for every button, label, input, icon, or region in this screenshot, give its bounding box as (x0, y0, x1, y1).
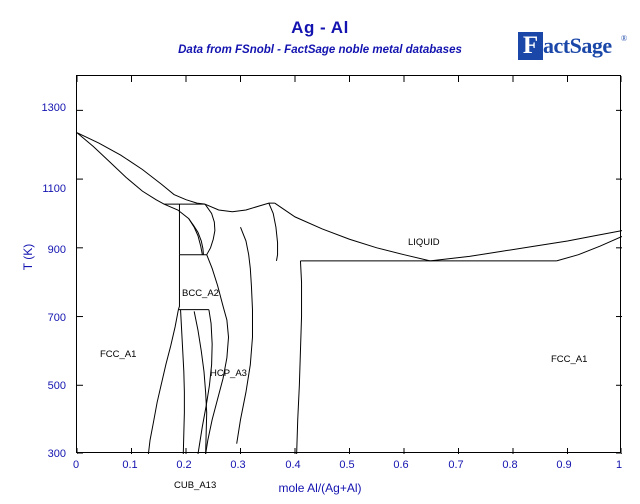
logo-text (543, 32, 612, 60)
curve-hcp-right-boundary (297, 261, 302, 454)
curve-liquidus-mid-peak (205, 203, 275, 212)
curve-bcc-right-solvus (205, 204, 215, 255)
logo-letter-f: F (518, 32, 543, 60)
curve-fcc-solvus-down (148, 310, 178, 454)
logo-registered-mark: ® (621, 34, 628, 43)
curve-cub-inner-right (194, 311, 207, 454)
x-tick-05: 0.5 (339, 459, 355, 471)
curve-liquidus-Al-side (430, 231, 622, 261)
phase-label-liquid: LIQUID (408, 237, 440, 248)
x-axis-title: mole Al/(Ag+Al) (278, 481, 362, 495)
x-tick-1: 1 (615, 459, 623, 471)
y-tick-500: 500 (47, 380, 66, 392)
curve-solidus-fcc-Ag (77, 133, 164, 204)
phase-diagram-svg (77, 76, 622, 454)
curve-cub-left-boundary (181, 310, 185, 454)
x-tick-08: 0.8 (502, 459, 518, 471)
x-tick-06: 0.6 (393, 459, 409, 471)
phase-label-cub-a13: CUB_A13 (174, 480, 217, 491)
curve-liquidus-Ag-side (77, 133, 205, 204)
x-tick-04: 0.4 (285, 459, 301, 471)
curve-hcp-left-upper (269, 203, 278, 261)
y-tick-1100: 1100 (42, 183, 66, 195)
curve-solidus-Al-side (557, 236, 622, 260)
logo-text-sage: Sage (569, 33, 612, 58)
page-subtitle: Data from FSnobl - FactSage noble metal databases (178, 44, 462, 56)
logo-text-act: act (543, 33, 570, 58)
phase-label-fcc-a1-al: FCC_A1 (551, 354, 588, 365)
y-axis-title: T (K) (21, 243, 35, 271)
phase-label-bcc-a2: BCC_A2 (182, 288, 219, 299)
x-tick-07: 0.7 (448, 459, 464, 471)
phase-boundary-curves (77, 133, 622, 454)
y-tick-1300: 1300 (41, 102, 66, 114)
phase-label-fcc-a1-ag: FCC_A1 (100, 349, 137, 360)
x-tick-02: 0.2 (176, 459, 192, 471)
y-tick-300: 300 (47, 448, 66, 460)
x-tick-03: 0.3 (230, 459, 246, 471)
phase-label-hcp-a3: HCP_A3 (210, 368, 247, 379)
curve-hcp-intermediate (237, 227, 253, 443)
curve-liquidus-descend (275, 203, 430, 261)
x-tick-01: 0.1 (122, 459, 138, 471)
x-tick-09: 0.9 (556, 459, 572, 471)
curve-hcp-left-solvus (206, 255, 229, 454)
y-tick-700: 700 (47, 312, 66, 324)
curve-fcc-Ag-solvus (178, 255, 179, 310)
y-tick-900: 900 (47, 244, 66, 256)
x-tick-0: 0 (72, 459, 80, 471)
factsage-logo (518, 32, 628, 64)
page-title: Ag - Al (291, 18, 349, 37)
